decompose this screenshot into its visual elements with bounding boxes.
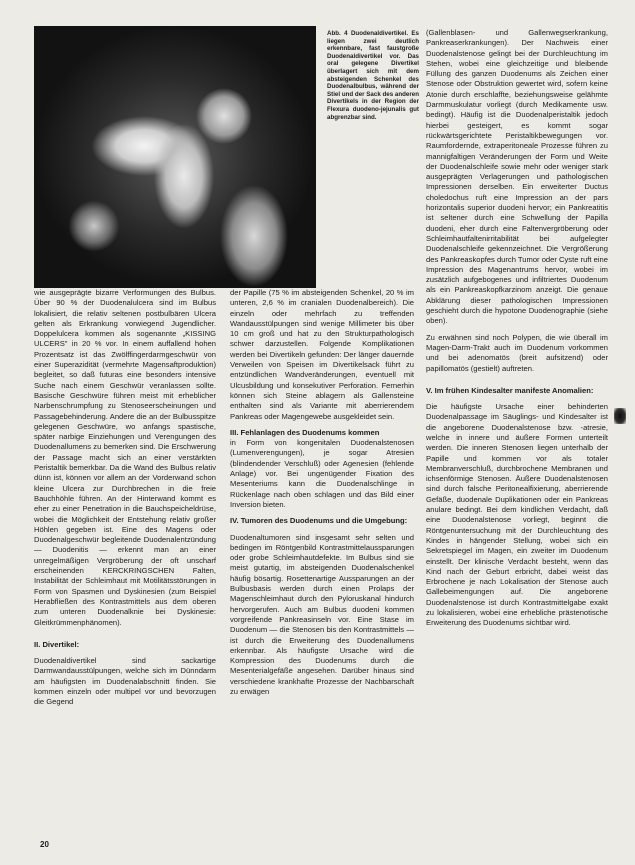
section-heading-anomalien: V. Im frühen Kindesalter manifeste Anomalien: [426, 385, 594, 395]
paragraph: wie ausgeprägte bizarre Verformungen des Bulbus. Über 90 % der Duodenalulcera sind im Bulbus lokalisiert, die relativ seltenen postbulbären Ulcera gelten als Erkrankung vorwiegend Jugendlicher. Doppelulcera kommen als sogenannte „KISSING ULCERS" in 20 % vor. In einem auffallend hohen Prozentsatz ist das Zwölffingerdarmgeschwür von einer Superazidität (vermehrte Magensaftproduktion) begleitet, so daß futuras eine besonders intensive Suche nach einem Geschwür veranlassen sollte. Basische Geschwüre führen meist mit erheblicher Narbenschrumpfung zu Stenoseerscheinungen und Passagebehinderung. Andere die an der Bulbusspitze gelegenen Geschwüre, wo anfangs spastische, später narbige Einziehungen und Verengungen des Duodenallumens zu bemerken sind. Die Erschwerung der Passage macht sich an einer verstärkten Peristaltik bemerkbar. Da die Wand des Bulbus relativ dünn ist, können vor allem an der Vorderwand schon kleine Ulcera zur Durchbrechen in die freie Bauchhöhle führen. An der Hinterwand kommt es eher zu einer Penetration in die Bauchspeicheldrüse, wobei die Möglichkeit der Entstehung relativ großer Höhlen gegeben ist. Eine des Magens oder Duodenalgeschwür begleitende Duodenalentzündung — Duodenitis — erkennt man an einer unregelmäßigen Vergröberung der oft unscharf erscheinenden KERCKRINGSCHEN Falten, Instabilität der Schleimhaut mit Motilitätsstörungen in Form von Spasmen und Dyskinesien (zum Beispiel Herabfließen des Kontrastmittels aus dem oberen zum unteren Duodenalknie bei Dyskinesie: Gleitkrümmenphänomen). [34, 288, 216, 627]
page-number: 20 [40, 840, 49, 849]
paragraph: Duodenaldivertikel sind sackartige Darmwandausstülpungen, welche sich im Dünndarm am häufigsten im Duodenalabschnitt finden. Sie kommen einzeln oder multipel vor und bevorzugen die Gegend [34, 656, 216, 707]
paragraph: der Papille (75 % im absteigenden Schenkel, 20 % im unteren, 2,6 % im cranialen Duodenalbereich). Die einzeln oder mehrfach zu treffenden Wandausstülpungen sind wenige Millimeter bis über 10 cm groß und hat zu den Strukturpathologisch schwer darzustellen. Folgende Komplikationen werden bei Divertikeln gefunden: Der länger dauernde Verweilen von Speisen im Divertikelsack führt zu entzündlichen Wandveränderungen, eventuell mit Ulcusbildung und konsekutiver Perforation. Fernerhin können sich Steine ablagern als Gallensteine enthalten sind als Variante mit aberrierendem Pankreas oder Magengewebe ausgekleidet sein. [230, 288, 414, 421]
paragraph: (Gallenblasen- und Gallenwegserkrankung, Pankreaserkrankungen). Der Nachweis einer Duodenalstenose gelingt bei der Durchleuchtung im Stehen, wobei eine gleichzeitige und bleibende Füllung des ganzen Duodenums als Zeichen einer Stenose oder Obstruktion gewertet wird, sofern keine Atonie durch erschlaffte, beziehungsweise gelähmte Darmmuskulatur vorliegt (durch Medikamente usw. bedingt). Häufig ist die Duodenalperistaltik jedoch hierbei gesteigert, es kommt sogar rückwärtsgerichtete Peristaltikbewegungen vor. Raumfordernde, extraperitoneale Prozesse führen zu mannigfaltigen Veränderungen der Form und Weite der Duodenalschleife sowie mehr oder weniger stark ausgeprägten Verlagerungen und pathologischen Impressionen derselben. Ein erweiterter Ductus choledochus ruft eine Impression an der pars horizontalis superior duodeni hervor; ein Pankreatitis ist seltener durch eine Schwellung der Papilla duodeni, eher durch eine Faltenvergröberung oder Schleimhautfaltenirritabilität bei aufgelegter Duodenalschleife gekennzeichnet. Die Vergrößerung des Pankreaskopfes durch Tumor oder Cyste ruft eine Impression des Magenantrums hervor, wobei im zusätzlich aufgebogenes und infiltriertes Duodenum als ein Pankreaskopfkarzinom anzeigt. Die genaue Abklärung dieser pathologischen Impressionen geschieht durch die hypotone Duodenographie (siehe oben). [426, 28, 608, 326]
paragraph: Die häufigste Ursache einer behinderten Duodenalpassage im Säuglings- und Kindesalter ist die angeborene Duodenalstenose bzw. -atresie, welche in innere und äußere Formen unterteilt werden. Die inneren Stenosen liegen unterhalb der Papille und kommen vor als totaler Membranverschluß, durchbrochene Membranen und ichsenförmige Stenosen. Äußere Duodenalstenosen sind durch falsche Peritonealfixierung, aberrierende Gefäße, duodenale Duplikationen oder ein Pankreas anulare bedingt. Bei dem kindlichen Verdacht, daß eine Duodenalstenose vorliegt, beginnt die Röntgenuntersuchung mit der Durchleuchtung des Kindes in hängender Stellung, wobei sich ein Sekretspiegel im Magen, ein zweiter im Duodenum einstellt. Der klinische Verdacht besteht, wenn das Kind nach der Geburt erbricht, dabei weist das Erbrochene je nach Lokalisation der Stenose auch Gallebeimengungen auf. Die angeborene Duodenalstenose ist durch Kontrastmittelgabe exakt zu lokalisieren, wobei eine erhebliche prästenotische Erweiterung des Duodenums sichtbar wird. [426, 402, 608, 628]
scan-smudge [614, 408, 626, 424]
text-column-middle [230, 288, 414, 836]
text-column-left [34, 288, 216, 836]
figure-caption: Abb. 4 Duodenaldivertikel. Es liegen zwei deutlich erkennbare, fast faustgroße Duodenaldivertikel vor. Das oral gelegene Divertikel überlagert sich mit dem absteigenden Schenkel des Duodenalbulbus, während der Stiel und der Sack des anderen Divertikels in der Region der Flexura duodeno-jejunalis gut abgrenzbar sind. [327, 30, 419, 121]
paragraph: in Form von kongenitalen Duodenalstenosen (Lumenverengungen), je sogar Atresien (blindendender Verschluß) oder Agenesien (fehlende Anlage) vor. Bei ungenügender Fixation des Mesenteriums kann die Duodenalschlinge in Rückenlage nach oben schlagen und das Bild einer Inversion bieten. [230, 438, 414, 509]
paragraph: Zu erwähnen sind noch Polypen, die wie überall im Magen-Darm-Trakt auch im Duodenum vorkommen und bei adenomatös (breit aufsitzend) oder papillomatös (gestielt) auftreten. [426, 332, 608, 373]
section-heading-fehlanlagen: III. Fehlanlagen des Duodenums kommen [230, 427, 380, 437]
paragraph: Duodenaltumoren sind insgesamt sehr selten und bedingen im Röntgenbild Kontrastmittelaussparungen oder grobe Schleimhautdefekte. Im Bulbus sind sie meist gutartig, im absteigenden Duodenalschenkel häufig bösartig. Rosettenartige Aussparungen an der Bulbusbasis werden durch einen Prolaps der Magenschleimhaut durch den Pyloruskanal hindurch hervorgerufen. Auch am Bulbus duodeni kommen vorgreifende Pankreasinseln vor. Eine Stase im Duodenum — die Stenosen bis den Kontrastmittels — ist durch die Erweiterung des Duodenallumens erkennbar. Als häufigste Ursache wird die Kompression des Duodenums durch die Mesenterialgefäße angesehen. Darüber hinaus sind verschiedene krankhafte Prozesse der Nachbarschaft zu erwägen [230, 532, 414, 696]
text-column-right [426, 28, 608, 836]
section-heading-divertikel: II. Divertikel: [34, 639, 80, 649]
xray-photograph [34, 26, 316, 288]
section-heading-tumoren: IV. Tumoren des Duodenums und die Umgebung: [230, 516, 408, 526]
